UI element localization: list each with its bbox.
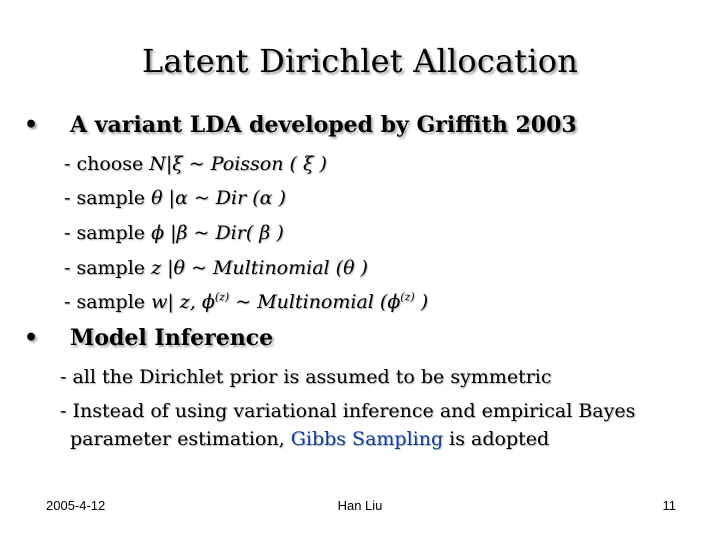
- sub-item-sample-w: - sample w| z, $\phi^{(z)}$ ~ Multinomial ($\phi^{(z)}$ ): [64, 290, 429, 313]
- bullet-model-inference: [24, 325, 273, 351]
- sub-item-sample-theta: - sample θ |α ~ Dir (α ): [64, 187, 286, 209]
- footer-page-number: 11: [662, 498, 676, 513]
- bullet-dot-icon: •: [24, 112, 39, 138]
- bullet-lda-variant: [24, 112, 577, 138]
- bullet-text: A variant LDA developed by Griffith 2003: [70, 112, 577, 138]
- gibbs-sampling-link[interactable]: Gibbs Sampling: [290, 428, 444, 450]
- footer-author: Han Liu: [337, 498, 383, 513]
- footer-date: 2005-4-12: [46, 498, 106, 513]
- sub-item-symmetric-prior: - all the Dirichlet prior is assumed to be symmetric: [60, 366, 552, 388]
- sub-item-choose-n: - choose N|ξ ~ Poisson ( ξ ): [64, 153, 327, 175]
- bullet-dot-icon: •: [24, 325, 39, 351]
- sub-item-variational: - Instead of using variational inference and empirical Bayes: [60, 400, 636, 422]
- bullet-text: Model Inference: [70, 325, 274, 351]
- slide-title: Latent Dirichlet Allocation: [141, 42, 579, 80]
- sub-item-sample-phi: - sample ϕ |β ~ Dir( β ): [64, 222, 284, 244]
- sub-item-sample-z: - sample z |θ ~ Multinomial (θ ): [64, 257, 368, 279]
- sub-item-gibbs: parameter estimation, Gibbs Sampling is adopted: [70, 428, 550, 450]
